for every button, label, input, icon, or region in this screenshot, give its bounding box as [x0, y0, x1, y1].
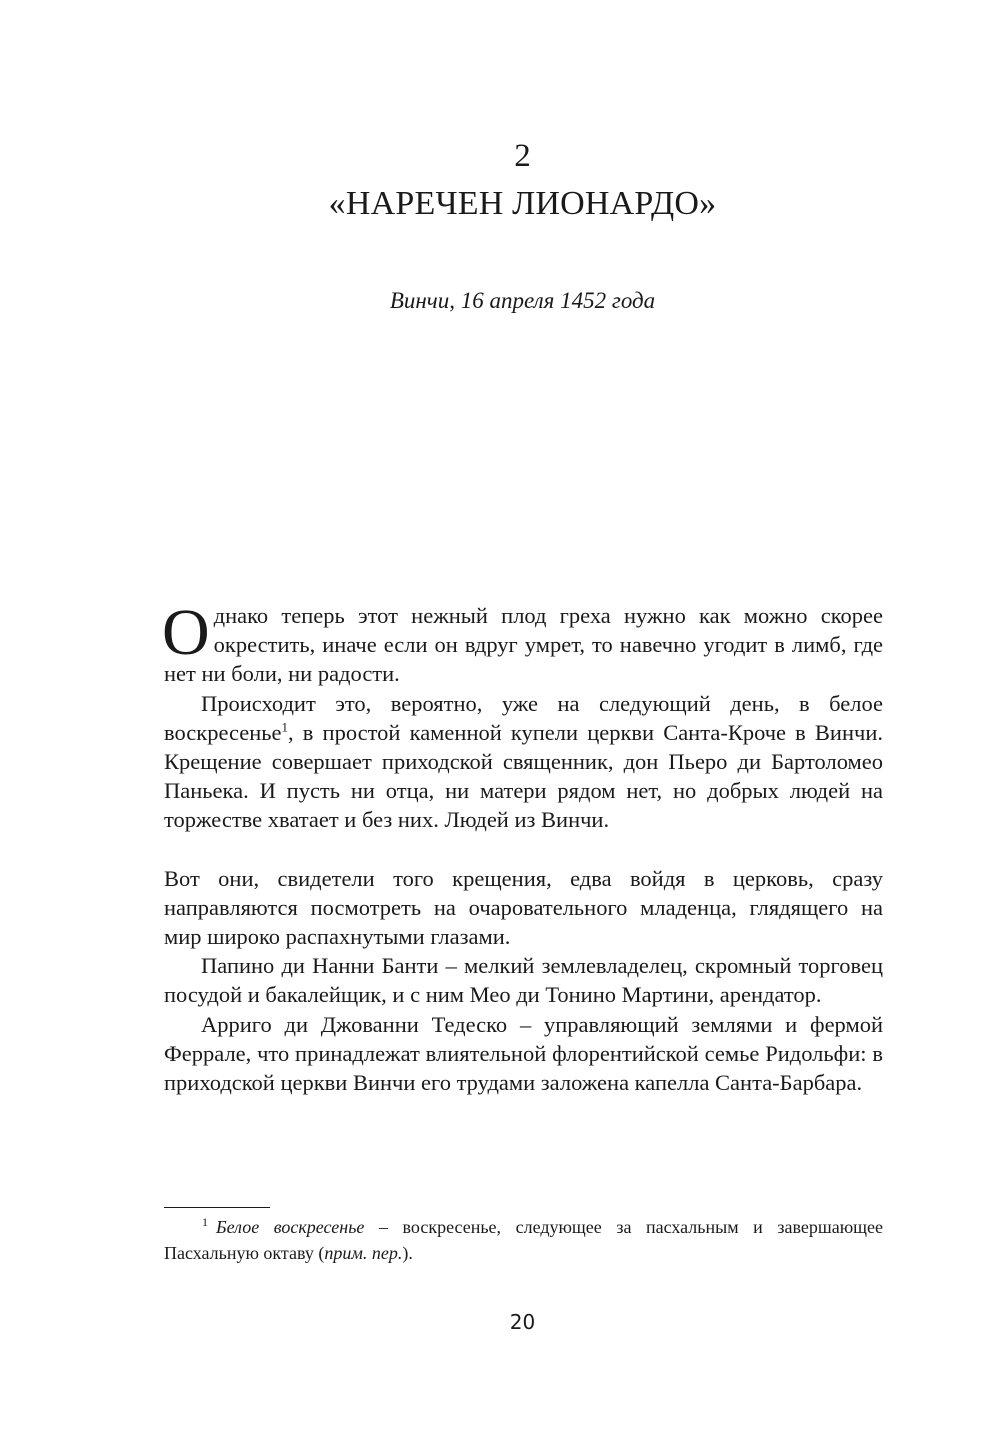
- paragraph-5: Арриго ди Джованни Тедеско – управляющий землями и фермой Феррале, что принадлежат влиятельной флорентийской семье Ридольфи: в приходской церкви Винчи его трудами заложена капелла Санта-Барбара.: [164, 1011, 883, 1096]
- paragraph-1: [162, 596, 883, 689]
- body-text: [162, 596, 883, 1097]
- footnote-end: ).: [402, 1243, 413, 1263]
- paragraph-1-text: днако теперь этот нежный плод греха нужно как можно скорее окрестить, иначе если он вдруг умрет, то навечно угодит в лимб, где нет ни боли, ни радости.: [164, 603, 883, 687]
- paragraph-2-text-b: , в простой каменной купели церкви Санта-Кроче в Винчи. Крещение совершает приходской священник, дон Пьеро ди Бартоломео Паньека. И пусть ни отца, ни матери рядом нет, но добрых людей на торжестве хватает и без них. Людей из Винчи.: [164, 719, 883, 833]
- footnote-translator-note: прим. пер.: [324, 1243, 403, 1263]
- footnote-reference: 1: [281, 719, 289, 735]
- footnote-text: – воскресенье, следующее за пасхальным и завершающее Пасхальную октаву (: [164, 1217, 883, 1263]
- footnote: 1 Белое воскресенье – воскресенье, следующее за пасхальным и завершающее Пасхальную октаву (прим. пер.).: [164, 1215, 883, 1263]
- paragraph-2-text-a: Происходит это, вероятно, уже на следующий день, в белое воскресенье: [164, 690, 883, 745]
- footnote-divider: [164, 1207, 270, 1208]
- paragraph-2: [164, 689, 883, 835]
- chapter-title: «НАРЕЧЕН ЛИОНАРДО»: [328, 185, 717, 222]
- paragraph-3: Вот они, свидетели того крещения, едва войдя в церковь, сразу направляются посмотреть на очаровательного младенца, глядящего на мир широко распахнутыми глазами.: [164, 865, 883, 950]
- chapter-number: 2: [514, 138, 531, 174]
- chapter-epigraph: Винчи, 16 апреля 1452 года: [389, 288, 656, 313]
- page-number: 20: [509, 1310, 536, 1334]
- paragraph-4: Папино ди Нанни Банти – мелкий землевладелец, скромный торговец посудой и бакалейщик, и с ним Мео ди Тонино Мартини, арендатор.: [164, 953, 883, 1008]
- drop-cap: О: [162, 596, 210, 669]
- footnote-term: Белое воскресенье: [216, 1217, 365, 1237]
